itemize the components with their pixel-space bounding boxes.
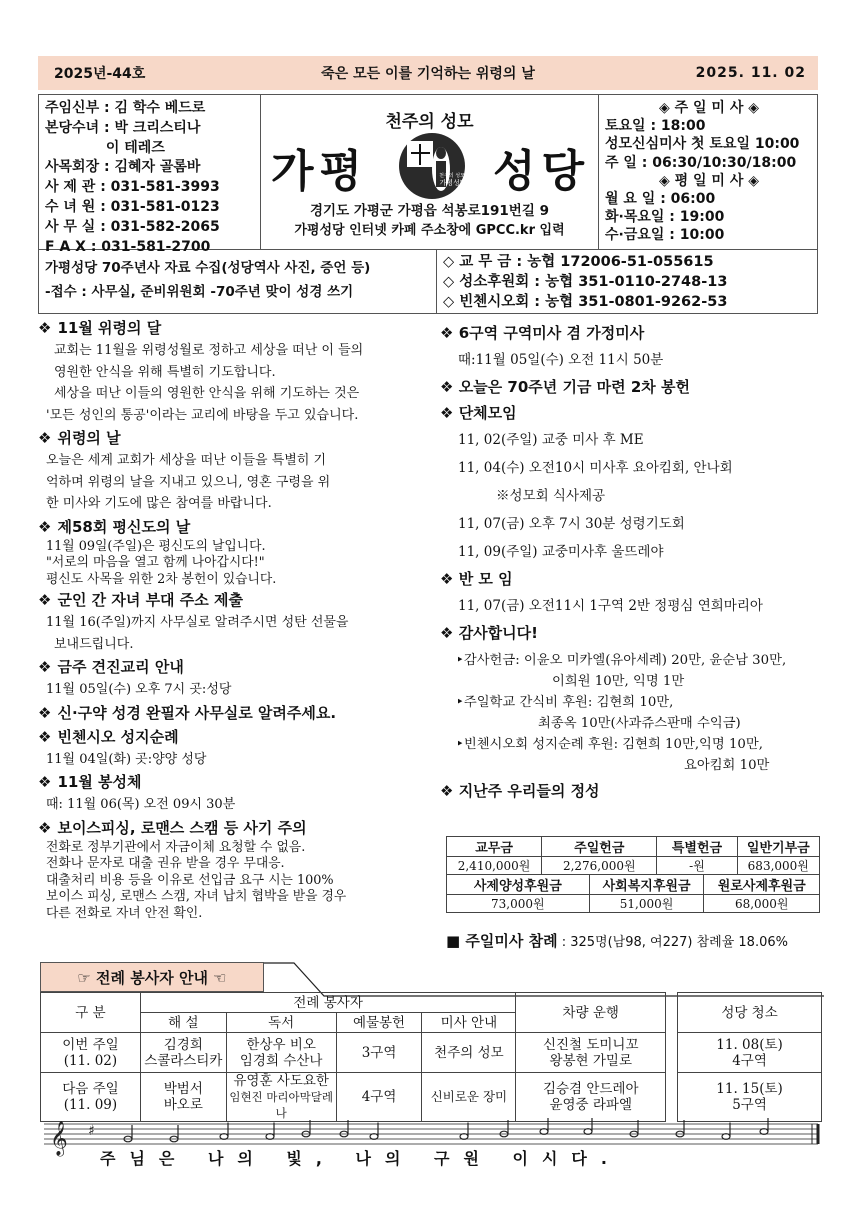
section-title-text: 제58회 평신도의 날 — [57, 517, 191, 536]
section-line: 전화로 정부기관에서 자금이체 요청할 수 없음. — [46, 839, 306, 855]
weekday-mass-title: ◈ 평 일 미 사 ◈ — [659, 172, 759, 189]
commentary-cell: 김경희 스콜라스티카 — [140, 1033, 226, 1073]
section-title-text: 11월 봉성체 — [57, 773, 142, 791]
section-title: ❖ 단체모임 — [440, 404, 517, 422]
section-line: 때: 11월 06(목) 오전 09시 30분 — [46, 797, 236, 812]
offering-value: 683,000원 — [737, 857, 819, 875]
section-line: 한 미사와 기도에 많은 참여를 바랍니다. — [46, 496, 272, 511]
logo-text-1: 천주의 성모 — [439, 173, 465, 179]
staff-line: 사 무 실 : 031-582-2065 — [45, 218, 220, 235]
cleaning-cell: 11. 15(토) 5구역 — [678, 1073, 822, 1122]
parish-address: 경기도 가평군 가평읍 석봉로191번길 9 — [310, 203, 549, 219]
section-title — [38, 426, 428, 450]
section-line: 때:11월 05일(수) 오전 11시 50분 — [458, 352, 664, 368]
section-line: 11, 07(금) 오후 7시 30분 성령기도회 — [458, 516, 685, 532]
bulletin-date: 2025. 11. 02 — [695, 65, 806, 81]
music-note — [370, 1134, 378, 1140]
hymn-lyrics: 주님은 나의 빛, 나의 구원 이시다. — [100, 1149, 621, 1168]
diamond-icon: ❖ — [440, 782, 454, 800]
section-line: 11월 16(주일)까지 사무실로 알려주시면 성탄 선물을 — [46, 615, 349, 630]
section-line: 평신도 사목을 위한 2차 봉헌이 있습니다. — [46, 571, 277, 587]
week-cell: 이번 주일 (11. 02) — [41, 1033, 141, 1073]
thanks-line: ‣빈첸시오회 성지순례 후원: 김현희 10만,익명 10만, — [456, 737, 763, 752]
parish-cafe: 가평성당 인터넷 카페 주소창에 GPCC.kr 입력 — [294, 223, 565, 238]
offering-value: -원 — [657, 857, 737, 875]
diamond-icon: ❖ — [38, 591, 52, 609]
staff-line: 본당수녀 : 박 크리스티나 — [45, 119, 201, 136]
week-cell: 다음 주일 (11. 09) — [41, 1073, 141, 1122]
section-line: 영원한 안식을 위해 특별히 기도합니다. — [54, 364, 276, 380]
right-column — [440, 320, 820, 804]
offering-label: 특별헌금 — [657, 837, 737, 857]
section-title — [38, 770, 428, 794]
header-cleaning: 성당 청소 — [678, 993, 822, 1033]
thanks-line: ‣감사헌금: 이윤오 미카엘(유아세례) 20만, 윤순남 30만, — [456, 653, 787, 668]
offering-cell: 3구역 — [336, 1033, 422, 1073]
section-title-text: 빈첸시오 성지순례 — [57, 727, 179, 746]
offering-label: 사제양성후원금 — [447, 875, 590, 895]
diamond-icon: ❖ — [38, 658, 52, 676]
section-line: 전화나 문자로 대출 권유 받을 경우 무대응. — [46, 856, 285, 871]
mass-line: 주 일 : 06:30/10:30/18:00 — [605, 154, 797, 171]
header-guide: 미사 안내 — [422, 1013, 516, 1033]
diamond-icon: ❖ — [440, 378, 454, 396]
section-line: 세상을 떠난 이들의 영원한 안식을 위해 기도하는 것은 — [54, 386, 360, 401]
left-column — [38, 316, 428, 922]
vehicle-cell: 김승겸 안드레아 윤영중 라파엘 — [516, 1073, 666, 1122]
attendance-value: : 325명(남98, 여227) 참례율 18.06% — [557, 935, 788, 950]
diamond-icon: ❖ — [440, 404, 454, 422]
section-line: ※성모회 식사제공 — [496, 488, 606, 504]
section-line: 11, 09(주일) 교중미사후 울뜨레야 — [458, 544, 664, 560]
notice-line: -접수 : 사무실, 준비위원회 -70주년 맞이 성경 쓰기 — [45, 284, 354, 300]
parish-name-right: 성당 — [492, 146, 590, 197]
diamond-icon: ❖ — [38, 727, 52, 746]
music-note — [220, 1134, 228, 1140]
offering-label: 일반기부금 — [737, 837, 819, 857]
offering-value: 2,410,000원 — [447, 857, 542, 875]
offering-value: 2,276,000원 — [542, 857, 657, 875]
thanks-line: ‣주일학교 간식비 후원: 김현희 10만, — [456, 695, 674, 710]
reading-cell: 유영훈 사도요한 임현진 마리아막달레나 — [226, 1073, 336, 1122]
header-category: 구 분 — [41, 993, 141, 1033]
music-note — [460, 1134, 468, 1140]
header-group: 전례 봉사자 — [140, 993, 515, 1013]
issue-number: 2025년-44호 — [54, 66, 146, 82]
offering-value: 73,000원 — [447, 895, 590, 913]
account-line: ◇ 교 무 금 : 농협 172006-51-055615 — [443, 254, 714, 270]
music-note — [722, 1134, 730, 1140]
attendance — [446, 930, 788, 951]
section-title: ❖ 감사합니다! — [440, 624, 538, 642]
mass-line: 성모신심미사 첫 토요일 10:00 — [605, 136, 800, 153]
section-title — [38, 316, 428, 340]
section-title-text: 위령의 날 — [57, 429, 121, 447]
staff-line: F A X : 031-581-2700 — [45, 238, 211, 255]
section-line: 오늘은 세계 교회가 세상을 떠난 이들을 특별히 기 — [46, 453, 327, 468]
guide-cell: 신비로운 장미 — [422, 1073, 516, 1122]
section-line: "서로의 마음을 열고 함께 나아갑시다!" — [46, 555, 265, 570]
music-note — [540, 1129, 548, 1135]
section-title: ❖ 6구역 구역미사 겸 가정미사 — [440, 324, 645, 342]
section-title-text: 신·구약 성경 완필자 사무실로 알려주세요. — [57, 703, 337, 722]
staff-line: 이 테레즈 — [45, 139, 165, 156]
diamond-icon: ❖ — [38, 319, 52, 337]
account-line: ◇ 성소후원회 : 농협 351-0110-2748-13 — [443, 274, 728, 290]
offering-label: 교무금 — [447, 837, 542, 857]
thanks-line: 최종옥 10만(사과쥬스판매 수익금) — [538, 716, 741, 731]
offering-value: 51,000원 — [589, 895, 704, 913]
section-title — [38, 816, 428, 840]
parish-title-block — [261, 95, 599, 249]
section-title-text: 보이스피싱, 로맨스 스캠 등 사기 주의 — [57, 818, 307, 837]
section-title: ❖ 지난주 우리들의 정성 — [440, 782, 600, 800]
table-row — [41, 1033, 822, 1073]
music-note — [760, 1129, 768, 1135]
diamond-icon: ❖ — [38, 703, 52, 722]
section-title — [38, 515, 428, 539]
section-title-text: 11월 위령의 달 — [57, 319, 162, 337]
table-gap — [666, 993, 678, 1122]
header-bar — [38, 56, 818, 90]
diamond-icon: ❖ — [38, 773, 52, 791]
offering-label: 원로사제후원금 — [704, 875, 820, 895]
offering-label: 주일헌금 — [542, 837, 657, 857]
header-commentary: 해 설 — [140, 1013, 226, 1033]
cleaning-cell: 11. 08(토) 4구역 — [678, 1033, 822, 1073]
vehicle-cell: 신진철 도미니꼬 왕봉현 가밀로 — [516, 1033, 666, 1073]
section-line: 억하며 위령의 날을 지내고 있으니, 영혼 구령을 위 — [46, 474, 331, 490]
section-title-text: 군인 간 자녀 부대 주소 제출 — [57, 591, 243, 609]
parish-name-left: 가평 — [271, 146, 369, 197]
diamond-icon: ❖ — [440, 624, 454, 642]
bank-accounts — [443, 252, 815, 312]
thanks-line: 요아킴회 10만 — [684, 758, 770, 773]
mass-line: 수·금요일 : 10:00 — [605, 227, 725, 244]
service-table — [40, 992, 822, 1122]
section-line: 11월 09일(주일)은 평신도의 날입니다. — [46, 538, 266, 554]
mass-schedule — [601, 97, 817, 247]
staff-line: 수 녀 원 : 031-581-0123 — [45, 198, 220, 215]
mass-line: 월 요 일 : 06:00 — [605, 191, 716, 208]
notice-row — [38, 250, 818, 314]
section-title: ❖ 반 모 임 — [440, 570, 513, 588]
section-line: 보이스 피싱, 로맨스 스캠, 자녀 납치 협박을 받을 경우 — [46, 889, 347, 904]
reading-cell: 한상우 비오 임경희 수산나 — [226, 1033, 336, 1073]
anniversary-notice — [39, 250, 437, 313]
svg-text:𝄞: 𝄞 — [50, 1121, 68, 1156]
offerings-table — [446, 836, 820, 913]
parish-logo-icon — [397, 131, 467, 201]
service-tab: ☞ 전례 봉사자 안내 ☜ — [40, 962, 264, 992]
commentary-cell: 박범서 바오로 — [140, 1073, 226, 1122]
table-row — [41, 1073, 822, 1122]
section-line: '모든 성인의 통공'이라는 교리에 바탕을 두고 있습니다. — [46, 407, 359, 423]
notice-line: 가평성당 70주년사 자료 수집(성당역사 사진, 증언 등) — [45, 260, 371, 276]
thanks-line: 이희원 10만, 익명 1만 — [552, 674, 685, 689]
section-title-text: 금주 견진교리 안내 — [57, 658, 184, 676]
mass-line: 화·목요일 : 19:00 — [605, 209, 725, 226]
masthead — [38, 94, 818, 255]
music-note — [266, 1134, 274, 1140]
logo-text-2: 가평성당 — [439, 179, 467, 187]
section-title — [38, 725, 428, 749]
parish-subtitle: 천주의 성모 — [385, 112, 474, 132]
svg-text:♯: ♯ — [88, 1123, 95, 1139]
section-title — [38, 588, 428, 612]
section-line: 11, 04(수) 오전10시 미사후 요아킴회, 안나회 — [458, 460, 733, 476]
section-line: 교회는 11월을 위령성월로 정하고 세상을 떠난 이 들의 — [54, 343, 364, 358]
attendance-label: ■ 주일미사 참례 — [446, 932, 558, 950]
sunday-mass-title: ◈ 주 일 미 사 ◈ — [659, 100, 759, 116]
section-line: 다른 전화로 자녀 안전 확인. — [46, 905, 203, 921]
diamond-icon: ❖ — [38, 429, 52, 447]
header-vehicle: 차량 운행 — [516, 993, 666, 1033]
music-note — [584, 1129, 592, 1135]
diamond-icon: ❖ — [38, 517, 52, 536]
section-line: 대출처리 비용 등을 이유로 선입금 요구 시는 100% — [46, 872, 334, 888]
offering-label: 사회복지후원금 — [589, 875, 704, 895]
guide-cell: 천주의 성모 — [422, 1033, 516, 1073]
offering-value: 68,000원 — [704, 895, 820, 913]
section-line: 11월 05일(수) 오후 7시 곳:성당 — [46, 682, 232, 697]
diamond-icon: ❖ — [38, 818, 52, 837]
header-offering: 예물봉헌 — [336, 1013, 422, 1033]
section-title — [38, 701, 428, 725]
staff-line: 주임신부 : 김 학수 베드로 — [45, 100, 206, 116]
section-title — [38, 655, 428, 679]
diamond-icon: ❖ — [440, 324, 454, 342]
section-line: 11, 07(금) 오전11시 1구역 2반 정평심 연희마리아 — [458, 598, 763, 614]
section-title: ❖ 오늘은 70주년 기금 마련 2차 봉헌 — [440, 378, 690, 396]
diamond-icon: ❖ — [440, 570, 454, 588]
section-line: 11월 04일(화) 곳:양양 성당 — [46, 751, 207, 767]
section-line: 11, 02(주일) 교중 미사 후 ME — [458, 432, 644, 448]
offering-cell: 4구역 — [336, 1073, 422, 1122]
mass-line: 토요일 : 18:00 — [605, 118, 706, 135]
header-reading: 독서 — [226, 1013, 336, 1033]
account-line: ◇ 빈첸시오회 : 농협 351-0801-9262-53 — [443, 294, 728, 310]
staff-line: 사 제 관 : 031-581-3993 — [45, 179, 220, 196]
staff-contacts — [39, 95, 261, 255]
section-line: 보내드립니다. — [54, 636, 134, 652]
bulletin-title: 죽은 모든 이를 기억하는 위령의 날 — [321, 66, 535, 82]
staff-line: 사목회장 : 김혜자 골롬바 — [45, 159, 201, 176]
